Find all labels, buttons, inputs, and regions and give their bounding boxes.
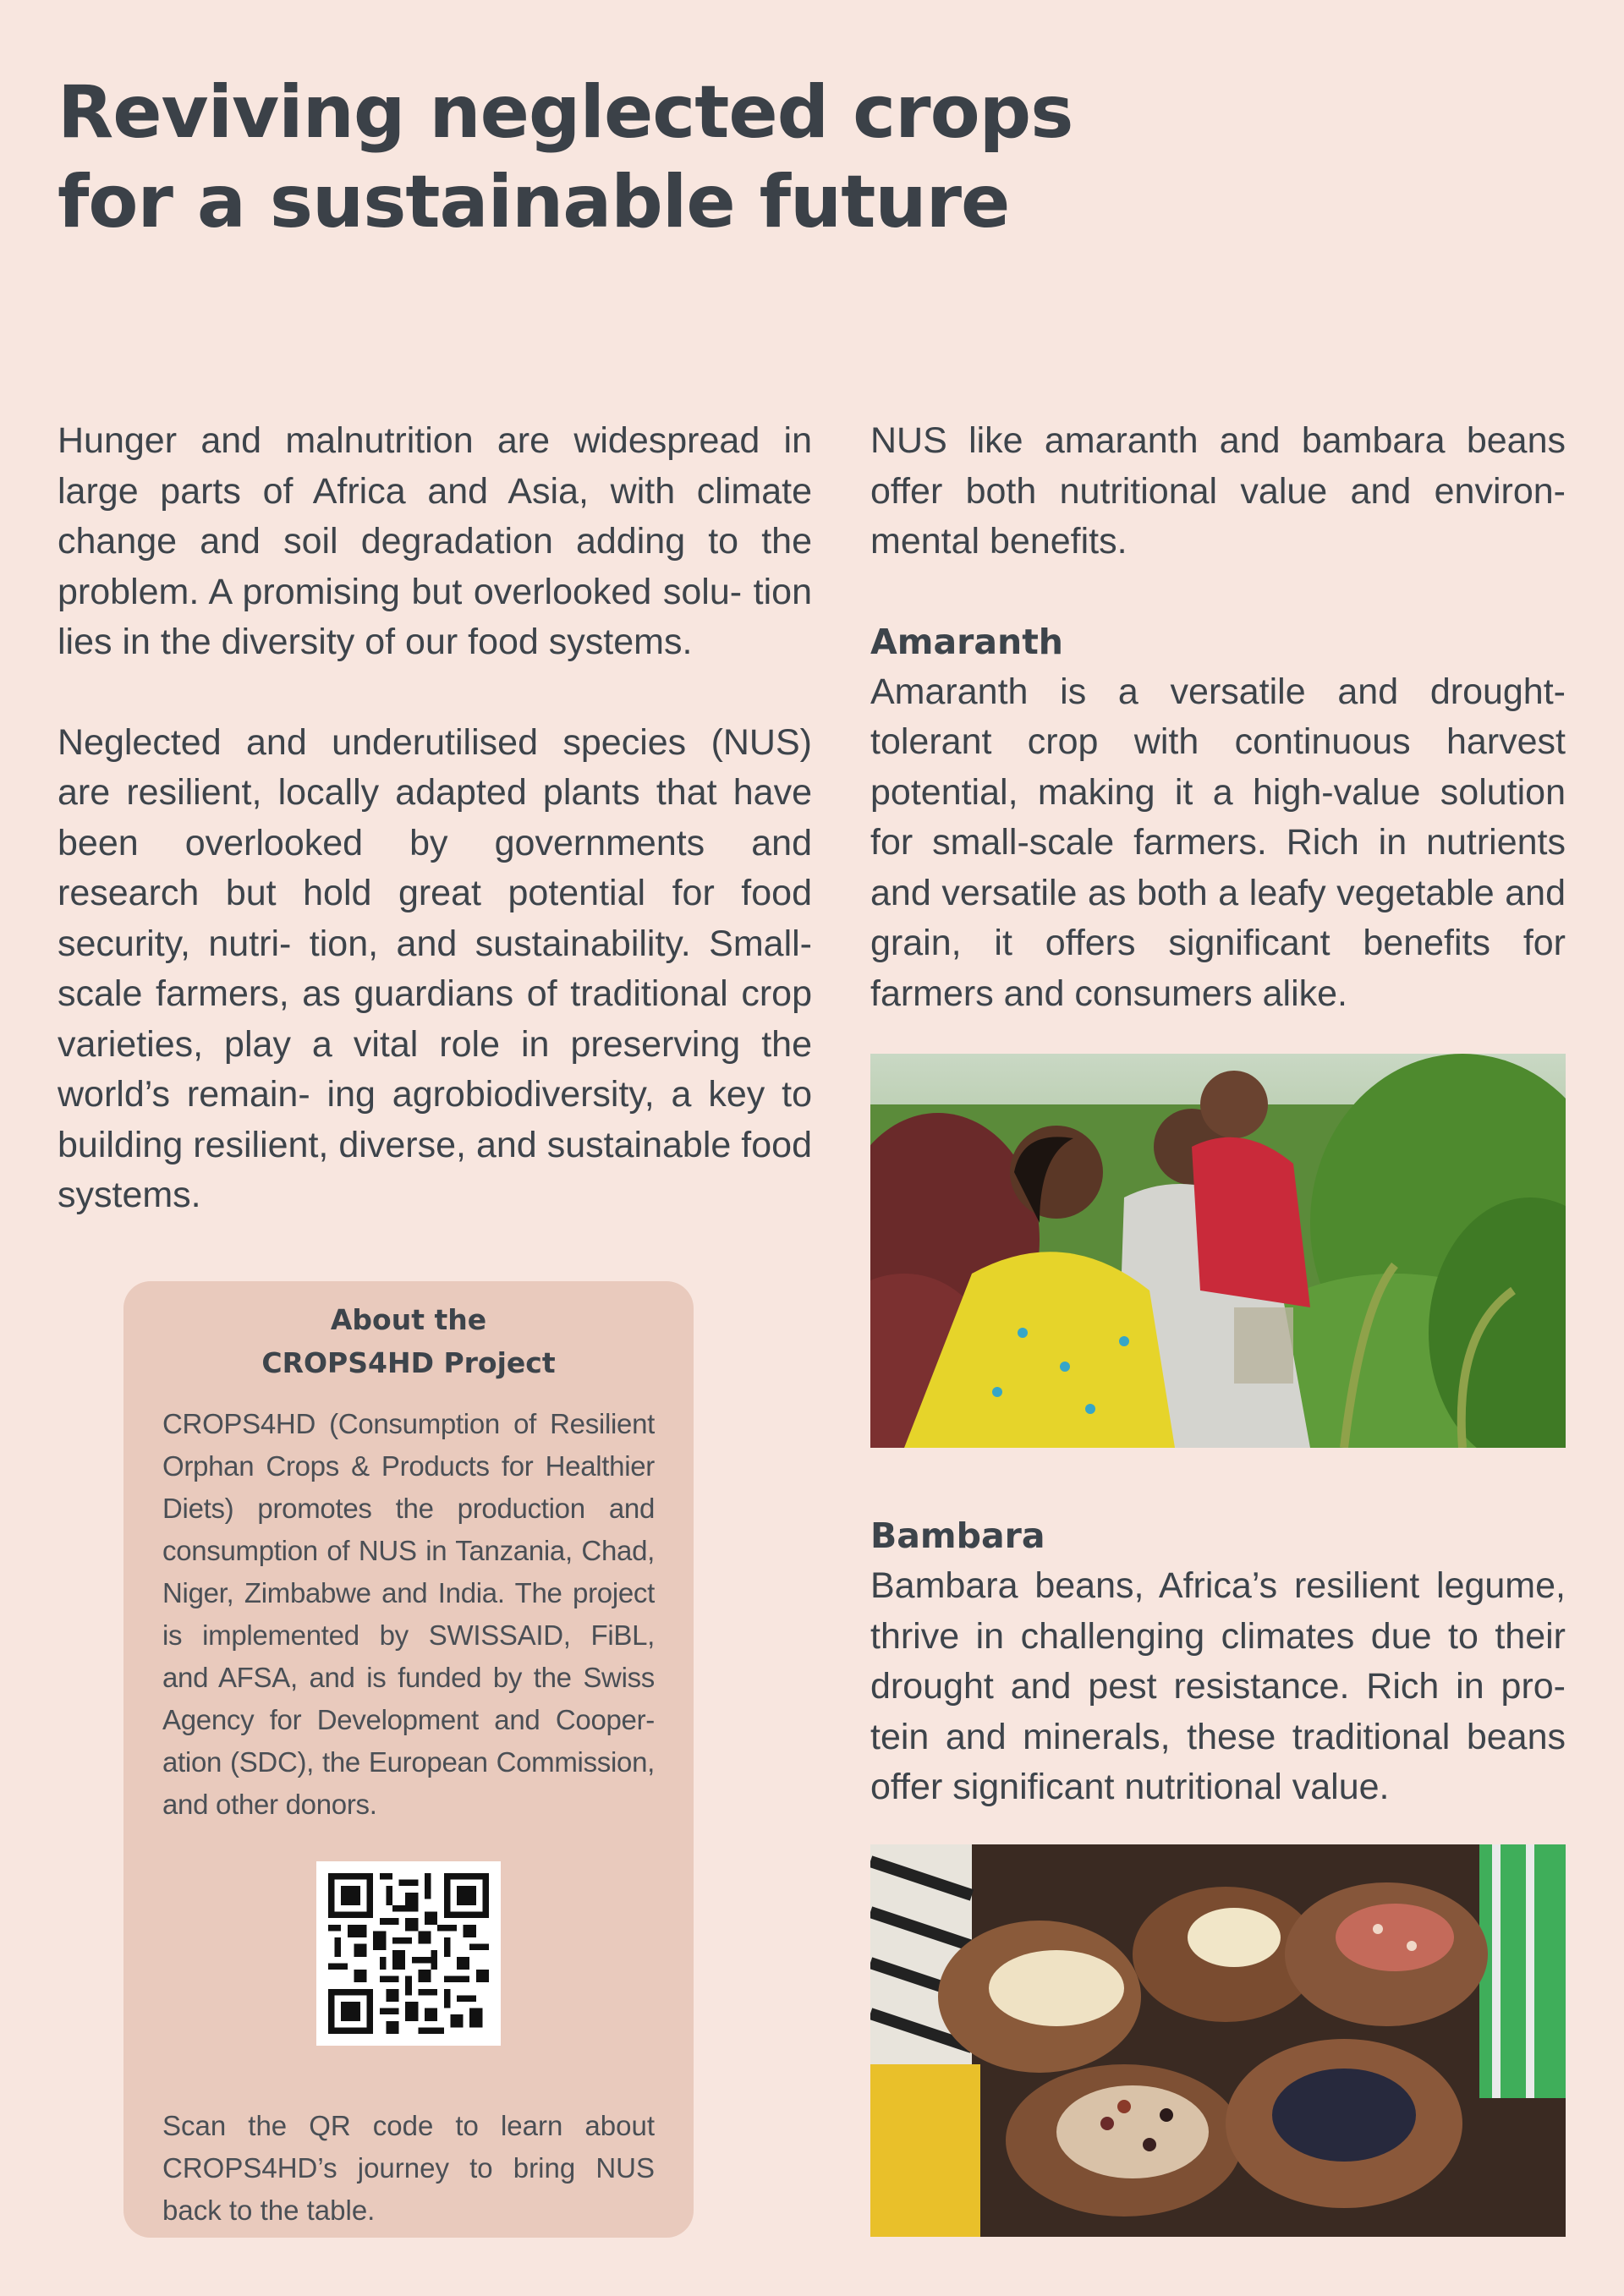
- intro-paragraph: Hunger and malnutrition are widespread in large parts of Africa and Asia, with climate change and soil degradation adding to the problem. A promising but overlooked solu- tion lies in the diversity of our food systems.: [58, 420, 812, 662]
- about-heading-line-2: CROPS4HD Project: [261, 1346, 556, 1379]
- title-line-1: Reviving neglected crops: [58, 70, 1073, 155]
- page-title: [58, 68, 1242, 247]
- amaranth-heading: Amaranth: [870, 621, 1063, 662]
- about-text: CROPS4HD (Consumption of Resilient Orphan Crops & Products for Healthier Diets) promotes the production and consumption of NUS in Tanzania, Chad, Niger, Zimbabwe and India. The project is implemented by SWISSAID, FiBL, and AFSA, and is funded by the Swiss Agency for Development and Cooper- ation (SDC), the European Commission, and other donors.: [162, 1408, 655, 1820]
- nus-intro-paragraph: NUS like amaranth and bambara beans offer both nutritional value and environ- mental benefits.: [870, 420, 1566, 562]
- bambara-heading: Bambara: [870, 1515, 1045, 1556]
- amaranth-photo: [870, 1054, 1566, 1448]
- amaranth-field-image: [870, 1054, 1566, 1448]
- scan-qr-text: Scan the QR code to learn about CROPS4HD’s journey to bring NUS back to the table.: [162, 2110, 655, 2226]
- bambara-photo: [870, 1844, 1566, 2237]
- qr-code-icon: [328, 1873, 489, 2034]
- about-project-box: [123, 1281, 694, 2238]
- title-line-2: for a sustainable future: [58, 160, 1010, 244]
- about-heading: [162, 1298, 655, 1384]
- about-heading-line-1: About the: [330, 1303, 487, 1336]
- amaranth-paragraph: Amaranth is a versatile and drought- tolerant crop with continuous harvest potential, making it a high-value solution for small-scale farmers. Rich in nutrients and versatile as both a leafy vegetable and grain, it offers significant benefits for farmers and consumers alike.: [870, 671, 1566, 1014]
- bambara-section: [870, 1511, 1566, 1813]
- left-column: [58, 416, 812, 1221]
- bambara-paragraph: Bambara beans, Africa’s resilient legume, thrive in challenging climates due to their drought and pest resistance. Rich in pro- tein and minerals, these traditional beans offer significant nutritional value.: [870, 1565, 1566, 1807]
- qr-code[interactable]: [316, 1861, 501, 2046]
- bambara-beans-image: [870, 1844, 1566, 2237]
- right-column: [870, 416, 1566, 1019]
- nus-paragraph: Neglected and underutilised species (NUS) are resilient, locally adapted plants that have been overlooked by governments and research but hold great potential for food security, nutri- tion, and sustainability. Small-scale farmers, as guardians of traditional crop varieties, play a vital role in preserving the world’s remain- ing agrobiodiversity, a key to building resilient, diverse, and sustainable food systems.: [58, 721, 812, 1215]
